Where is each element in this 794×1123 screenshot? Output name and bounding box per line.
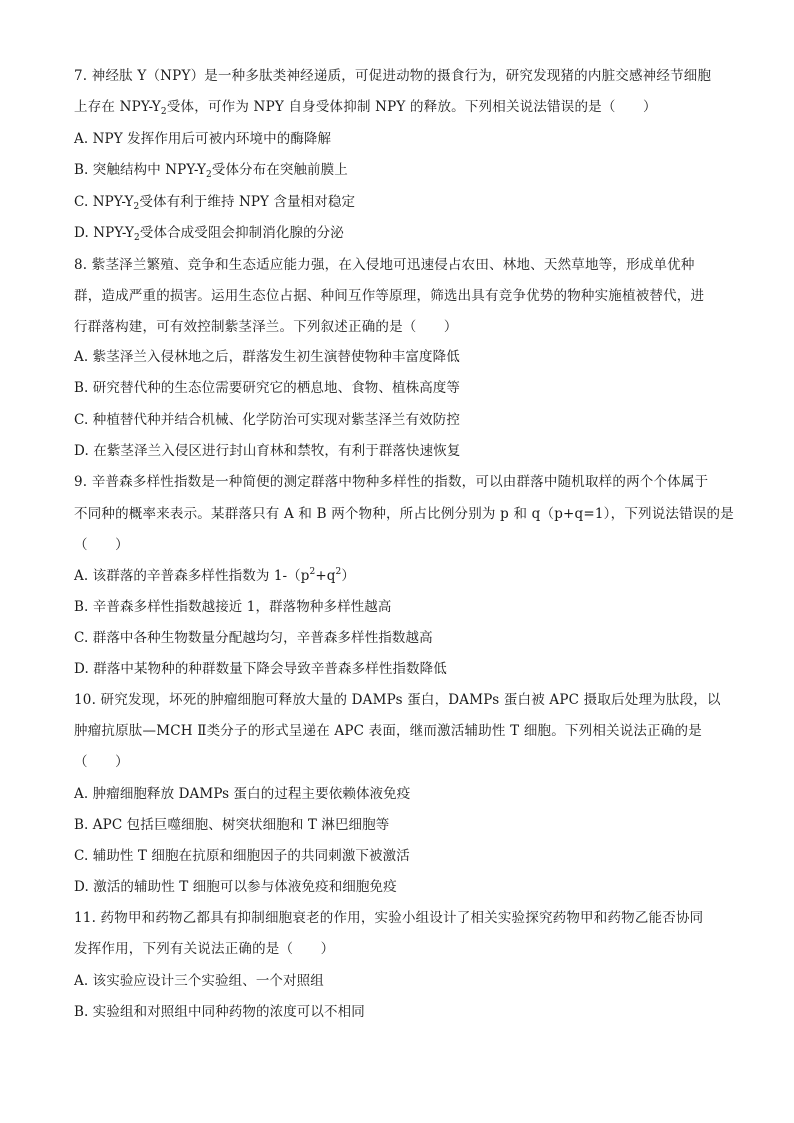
q10-option-b: B. APC 包括巨噬细胞、树突状细胞和 T 淋巴细胞等 [74,817,390,833]
q9-option-c: C. 群落中各种生物数量分配越均匀，辛普森多样性指数越高 [74,630,433,646]
q7-option-a: A. NPY 发挥作用后可被内环境中的酶降解 [74,131,332,147]
q11-stem-line-1: 11. 药物甲和药物乙都具有抑制细胞衰老的作用，实验小组设计了相关实验探究药物甲和药物乙能否协同 [74,910,704,926]
q10-option-a: A. 肿瘤细胞释放 DAMPs 蛋白的过程主要依赖体液免疫 [74,786,411,802]
q10-option-c: C. 辅助性 T 细胞在抗原和细胞因子的共同刺激下被激活 [74,848,410,864]
q9-stem-line-2: 不同种的概率来表示。某群落只有 A 和 B 两个物种，所占比例分别为 p 和 q（p+q=1），下列说法错误的是 [74,506,734,522]
q7-stem-line-1: 7. 神经肽 Y（NPY）是一种多肽类神经递质，可促进动物的摄食行为，研究发现猪的内脏交感神经节细胞 [74,68,712,84]
q9-option-a: A. 该群落的辛普森多样性指数为 $1-(p^2+q^2)$ [74,567,355,584]
q7-option-d: D. NPY-$Y_2$受体合成受阻会抑制消化腺的分泌 [74,225,344,243]
q9-stem-line-1: 9. 辛普森多样性指数是一种简便的测定群落中物种多样性的指数，可以由群落中随机取样的两个个体属于 [74,474,709,490]
q8-option-d: D. 在紫茎泽兰入侵区进行封山育林和禁牧，有利于群落快速恢复 [74,443,461,459]
q8-stem-line-1: 8. 紫茎泽兰繁殖、竞争和生态适应能力强，在入侵地可迅速侵占农田、林地、天然草地等，形成单优种 [74,257,695,273]
q7-stem-line-2: 上存在 NPY-$Y_2$受体，可作为 NPY 自身受体抑制 NPY 的释放。下列相关说法错误的是（ ） [74,99,657,117]
q7-option-c: C. NPY-$Y_2$受体有利于维持 NPY 含量相对稳定 [74,194,356,212]
q11-stem-line-2: 发挥作用，下列有关说法正确的是（ ） [74,941,335,957]
q8-stem-line-2: 群，造成严重的损害。运用生态位占据、种间互作等原理，筛选出具有竞争优势的物种实施植被替代，进 [74,288,705,304]
q8-option-a: A. 紫茎泽兰入侵林地之后，群落发生初生演替使物种丰富度降低 [74,349,460,365]
q9-option-d: D. 群落中某物种的种群数量下降会导致辛普森多样性指数降低 [74,661,447,677]
q11-option-b: B. 实验组和对照组中同种药物的浓度可以不相同 [74,1004,365,1020]
q9-stem-line-3: （ ） [74,537,129,553]
q9-option-b: B. 辛普森多样性指数越接近 1，群落物种多样性越高 [74,599,392,615]
q10-option-d: D. 激活的辅助性 T 细胞可以参与体液免疫和细胞免疫 [74,879,397,895]
q8-stem-line-3: 行群落构建，可有效控制紫茎泽兰。下列叙述正确的是（ ） [74,319,458,335]
q10-stem-line-1: 10. 研究发现，坏死的肿瘤细胞可释放大量的 DAMPs 蛋白，DAMPs 蛋白被 APC 摄取后处理为肽段，以 [74,692,721,708]
q7-option-b: B. 突触结构中 NPY-$Y_2$受体分布在突触前膜上 [74,162,348,180]
q8-option-c: C. 种植替代种并结合机械、化学防治可实现对紫茎泽兰有效防控 [74,412,460,428]
q11-option-a: A. 该实验应设计三个实验组、一个对照组 [74,973,324,989]
q10-stem-line-3: （ ） [74,754,129,770]
q10-stem-line-2: 肿瘤抗原肽—MCH Ⅱ类分子的形式呈递在 APC 表面，继而激活辅助性 T 细胞。下列相关说法正确的是 [74,723,702,739]
q8-option-b: B. 研究替代种的生态位需要研究它的栖息地、食物、植株高度等 [74,380,461,396]
